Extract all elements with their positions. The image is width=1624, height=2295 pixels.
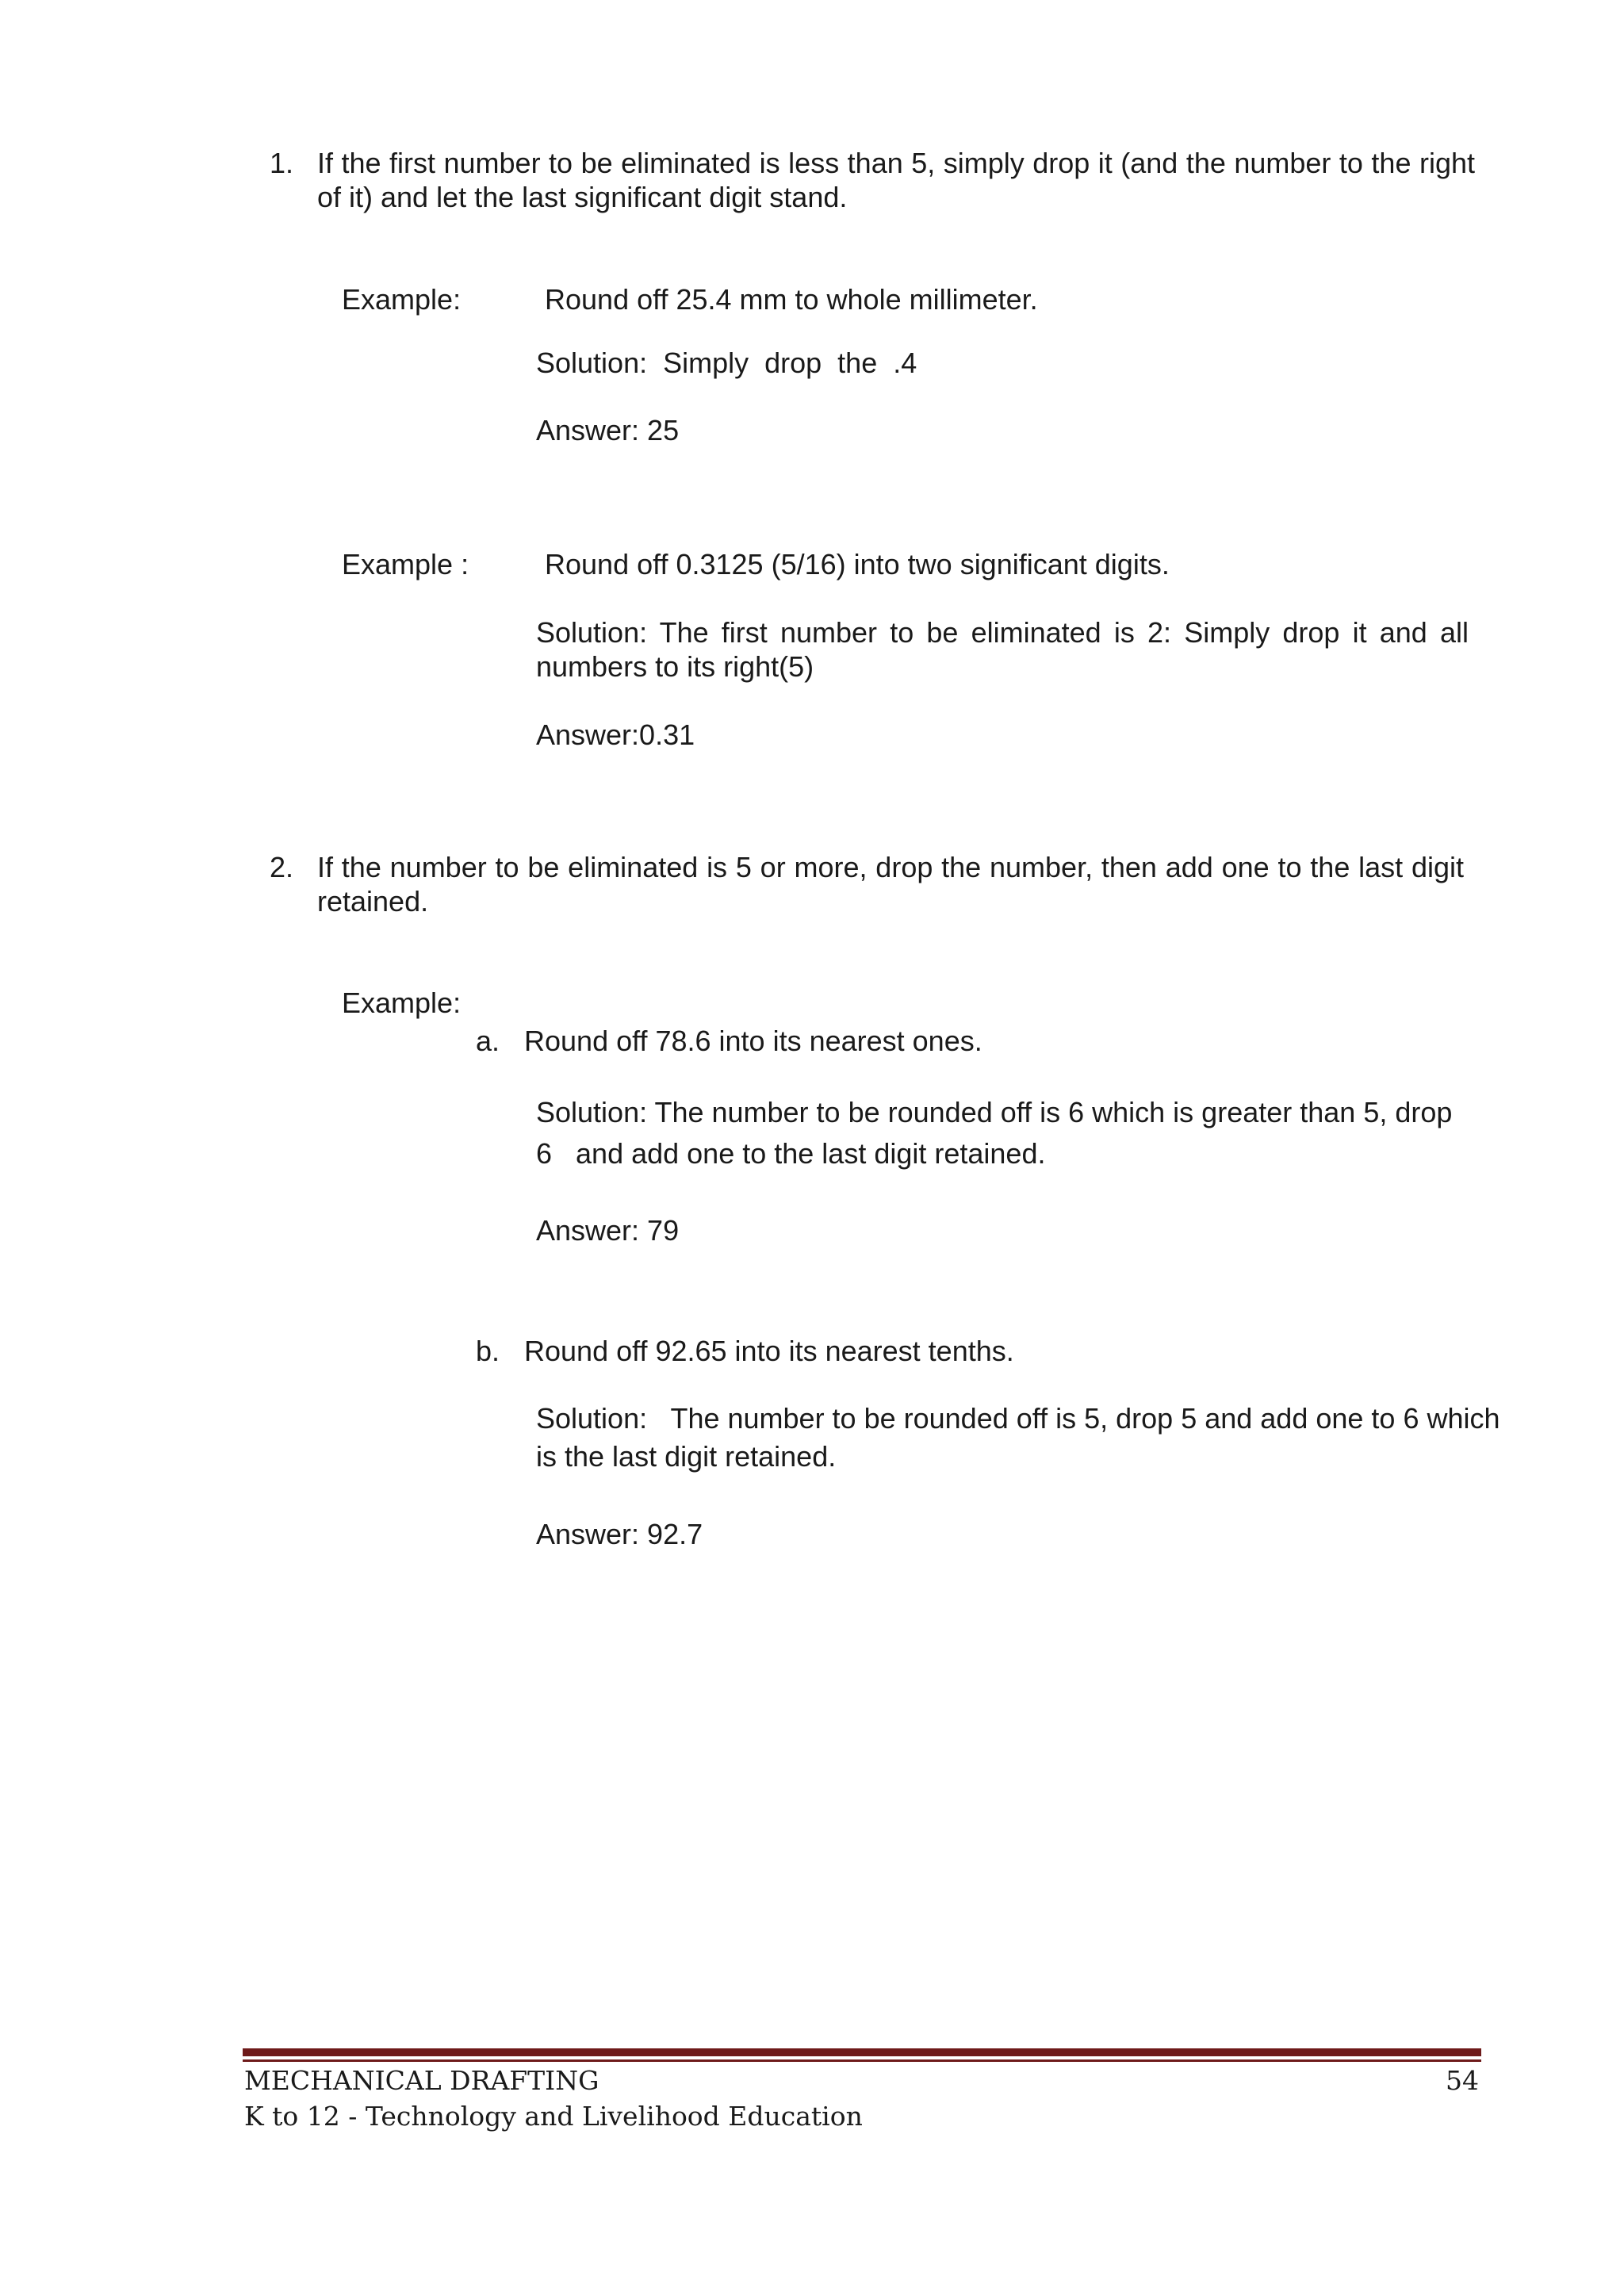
rule-1-text: If the first number to be eliminated is less than 5, simply drop it (and the number to the right of it) and let the last significant digit stand. xyxy=(317,147,1475,213)
example-1-label: Example: xyxy=(342,283,462,316)
item-a-problem: Round off 78.6 into its nearest ones. xyxy=(524,1025,982,1057)
item-a-solution-line-2: 6 and add one to the last digit retained. xyxy=(536,1137,1046,1170)
item-b-problem: Round off 92.65 into its nearest tenths. xyxy=(524,1335,1014,1367)
item-b-marker: b. xyxy=(476,1335,500,1367)
item-a-answer: Answer: 79 xyxy=(536,1214,680,1247)
example-2-problem: Round off 0.3125 (5/16) into two significant digits. xyxy=(545,548,1170,580)
example-2-label: Example : xyxy=(342,548,469,580)
rule-2-text: If the number to be eliminated is 5 or more, drop the number, then add one to the last digit retained. xyxy=(317,851,1464,918)
item-a-solution-line-1: Solution: The number to be rounded off is 6 which is greater than 5, drop xyxy=(536,1096,1453,1128)
item-a-marker: a. xyxy=(476,1025,500,1057)
rule-2-number: 2. xyxy=(270,851,294,883)
example-3-label: Example: xyxy=(342,987,462,1019)
example-1-solution: Solution: Simply drop the .4 xyxy=(536,347,917,379)
item-b-solution-line-2: is the last digit retained. xyxy=(536,1440,837,1473)
example-1-problem: Round off 25.4 mm to whole millimeter. xyxy=(545,283,1038,316)
footer-rule-thin xyxy=(243,2059,1481,2062)
footer-rule-thick xyxy=(243,2048,1481,2056)
example-2-solution: Solution: The first number to be eliminated is 2: Simply drop it and all numbers to its right(5) xyxy=(536,616,1469,683)
footer-subtitle: K to 12 - Technology and Livelihood Education xyxy=(244,2101,863,2132)
item-b-solution-line-1: Solution: The number to be rounded off is 5, drop 5 and add one to 6 which xyxy=(536,1402,1500,1435)
page-number: 54 xyxy=(1446,2065,1479,2096)
item-b-answer: Answer: 92.7 xyxy=(536,1518,703,1550)
example-1-answer: Answer: 25 xyxy=(536,414,680,446)
rule-1-number: 1. xyxy=(270,147,294,179)
example-2-answer: Answer:0.31 xyxy=(536,718,695,751)
footer-title: MECHANICAL DRAFTING xyxy=(244,2065,599,2096)
